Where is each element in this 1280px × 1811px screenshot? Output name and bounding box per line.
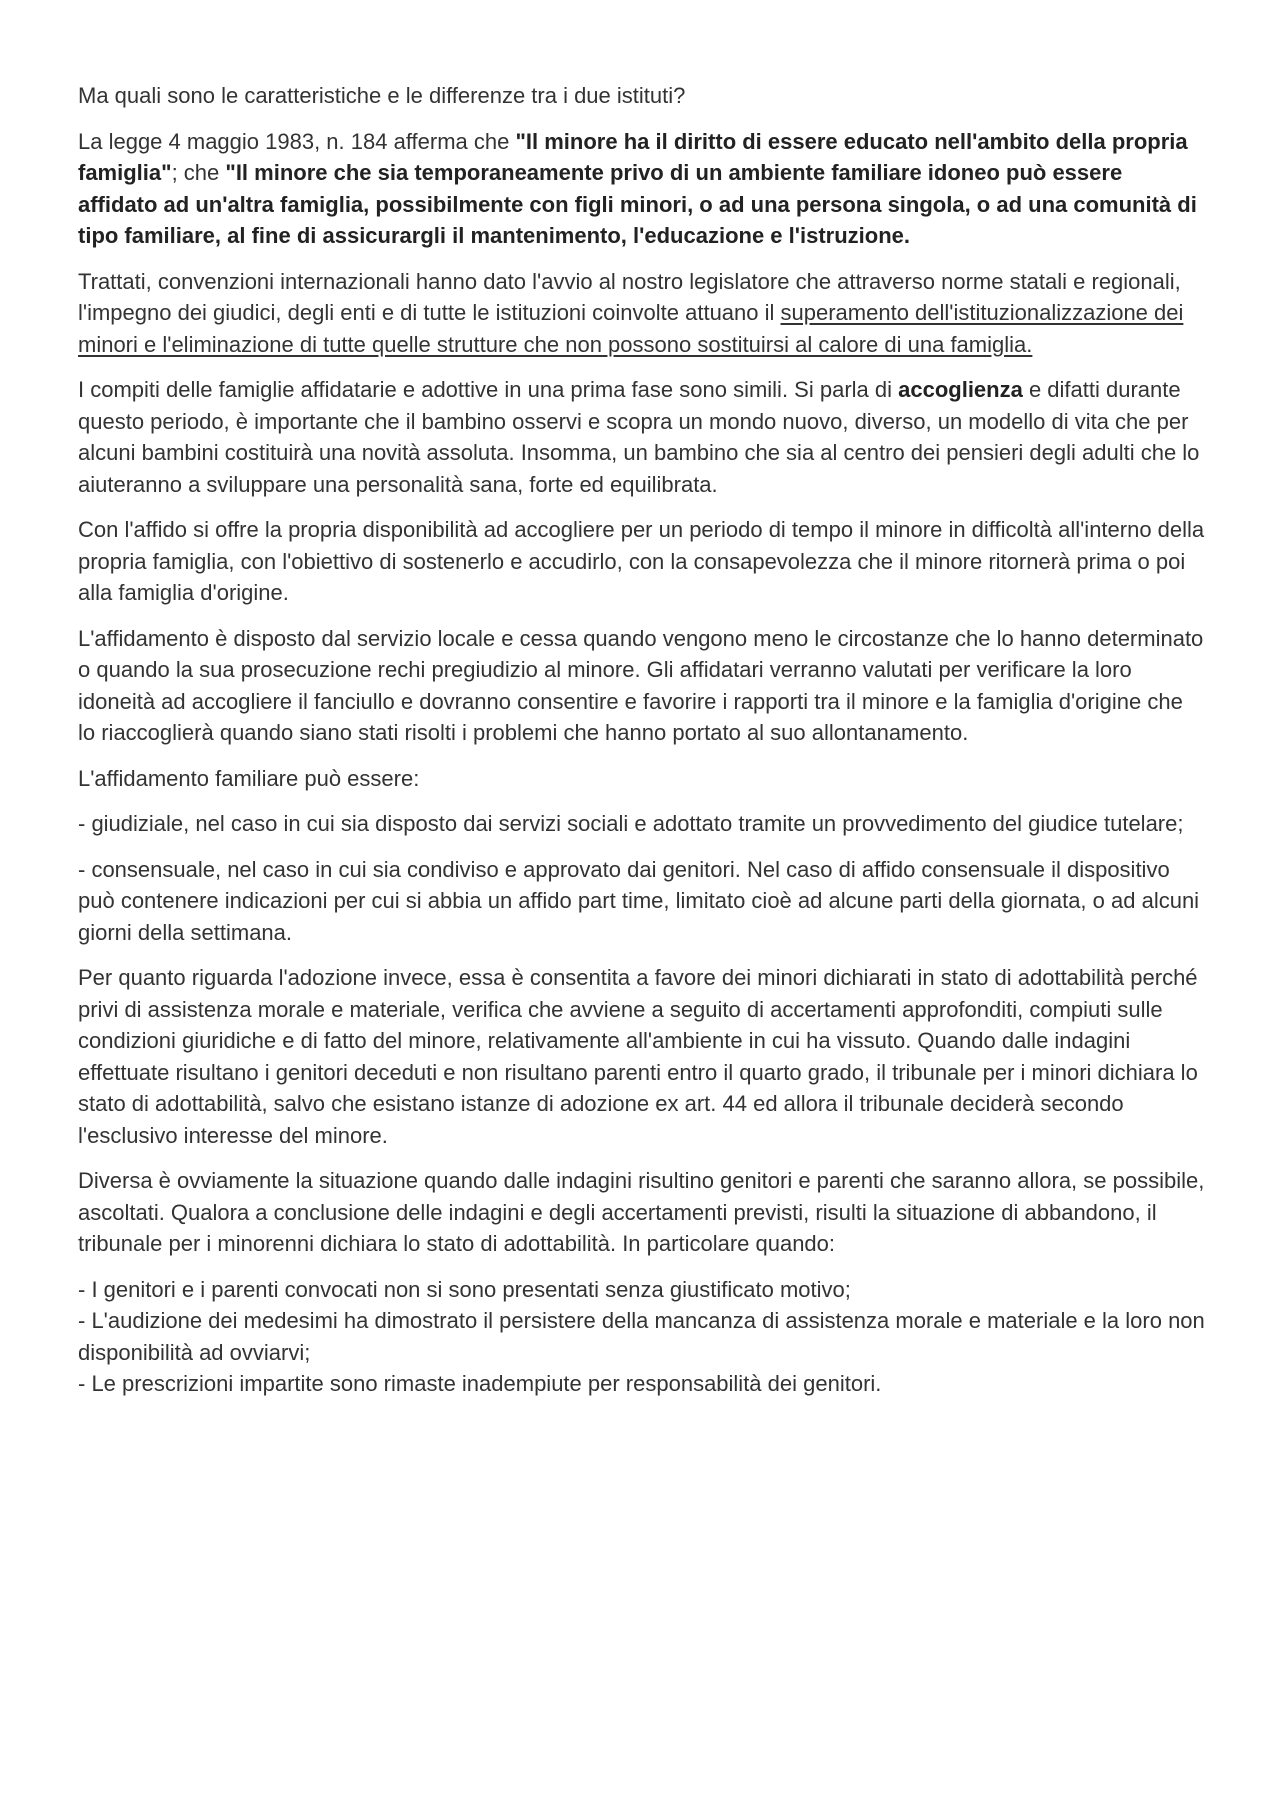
list-item: - Le prescrizioni impartite sono rimaste inadempiute per responsabilità dei genitori. bbox=[78, 1371, 882, 1396]
paragraph-law-reference bbox=[78, 126, 1206, 252]
list-item: - I genitori e i parenti convocati non si sono presentati senza giustificato motivo; bbox=[78, 1276, 851, 1302]
treaties-text: Trattati, convenzioni internazionali hanno dato l'avvio al nostro legislatore che attraverso norme statali e regionali, l'impegno dei giudici, degli enti e di tutte le istituzioni coinvolte attuano il bbox=[78, 268, 1181, 325]
paragraph-foster-care: Con l'affido si offre la propria disponibilità ad accogliere per un periodo di tempo il minore in difficoltà all'interno della propria famiglia, con l'obiettivo di sostenerlo e accudirlo, con la consapevolezza che il minore ritornerà prima o poi alla famiglia d'origine. bbox=[78, 517, 1205, 605]
paragraph-question: Ma quali sono le caratteristiche e le differenze tra i due istituti? bbox=[78, 83, 686, 108]
reception-bold-term: accoglienza bbox=[898, 377, 1023, 402]
list-item: - L'audizione dei medesimi ha dimostrato il persistere della mancanza di assistenza morale e materiale e la loro non disponibilità ad ovviarvi; bbox=[78, 1308, 1205, 1365]
paragraph-consensual-custody: - consensuale, nel caso in cui sia condiviso e approvato dai genitori. Nel caso di affido consensuale il dispositivo può contenere indicazioni per cui si abbia un affido part time, limitato cioè ad alcune parti della giornata, o ad alcuni giorni della settimana. bbox=[78, 856, 1200, 945]
document-page bbox=[78, 80, 1206, 1414]
paragraph-custody-types-intro: L'affidamento familiare può essere: bbox=[78, 765, 420, 791]
law-intro-text: La legge 4 maggio 1983, n. 184 afferma che bbox=[78, 128, 516, 154]
paragraph-custody-service: L'affidamento è disposto dal servizio locale e cessa quando vengono meno le circostanze che lo hanno determinato o quando la sua prosecuzione rechi pregiudizio al minore. Gli affidatari verranno valutati per verificare la loro idoneità ad accogliere il fanciullo e dovranno consentire e favorire i rapporti tra il minore e la famiglia d'origine che lo riaccoglierà quando siano stati risolti i problemi che hanno portato al suo allontanamento. bbox=[78, 625, 1204, 745]
reception-text-before: I compiti delle famiglie affidatarie e adottive in una prima fase sono simili. Si parla di bbox=[78, 377, 899, 402]
law-quote-family: "Il minore ha il diritto di essere educato nell'ambito della propria famiglia" bbox=[78, 128, 1188, 185]
paragraph-judicial-custody: - giudiziale, nel caso in cui sia disposto dai servizi sociali e adottato tramite un provvedimento del giudice tutelare; bbox=[78, 811, 1184, 836]
treaties-underlined-text: superamento dell'istituzionalizzazione dei minori e l'eliminazione di tutte quelle strutture che non possono sostituirsi al calore di una famiglia. bbox=[78, 300, 1184, 357]
law-quote-custody: "Il minore che sia temporaneamente privo di un ambiente familiare idoneo può essere affidato ad un'altra famiglia, possibilmente con figli minori, o ad una persona singola, o ad una comunità di tipo familiare, al fine di assicurargli il mantenimento, l'educazione e l'istruzione. bbox=[78, 160, 1197, 248]
reception-text-after: e difatti durante questo periodo, è importante che il bambino osservi e scopra un mondo nuovo, diverso, un modello di vita che per alcuni bambini costituirà una novità assoluta. Insomma, un bambino che sia al centro dei pensieri degli adulti che lo aiuteranno a sviluppare una personalità sana, forte ed equilibrata. bbox=[78, 377, 1200, 497]
paragraph-adoption: Per quanto riguarda l'adozione invece, essa è consentita a favore dei minori dichiarati in stato di adottabilità perché privi di assistenza morale e materiale, verifica che avviene a seguito di accertamenti approfonditi, compiuti sulle condizioni giuridiche e di fatto del minore, relativamente all'ambiente in cui ha vissuto. Quando dalle indagini effettuate risultano i genitori deceduti e non risultano parenti entro il quarto grado, il tribunale per i minori dichiara lo stato di adottabilità, salvo che esistano istanze di adozione ex art. 44 ed allora il tribunale deciderà secondo l'esclusivo interesse del minore. bbox=[78, 965, 1198, 1148]
law-separator-text: ; che bbox=[171, 160, 226, 185]
paragraph-reception bbox=[78, 374, 1206, 500]
paragraph-treaties bbox=[78, 266, 1206, 361]
paragraph-abandonment: Diversa è ovviamente la situazione quando dalle indagini risultino genitori e parenti che saranno allora, se possibile, ascoltati. Qualora a conclusione delle indagini e degli accertamenti previsti, risulti la situazione di abbandono, il tribunale per i minorenni dichiara lo stato di adottabilità. In particolare quando: bbox=[78, 1168, 1205, 1256]
